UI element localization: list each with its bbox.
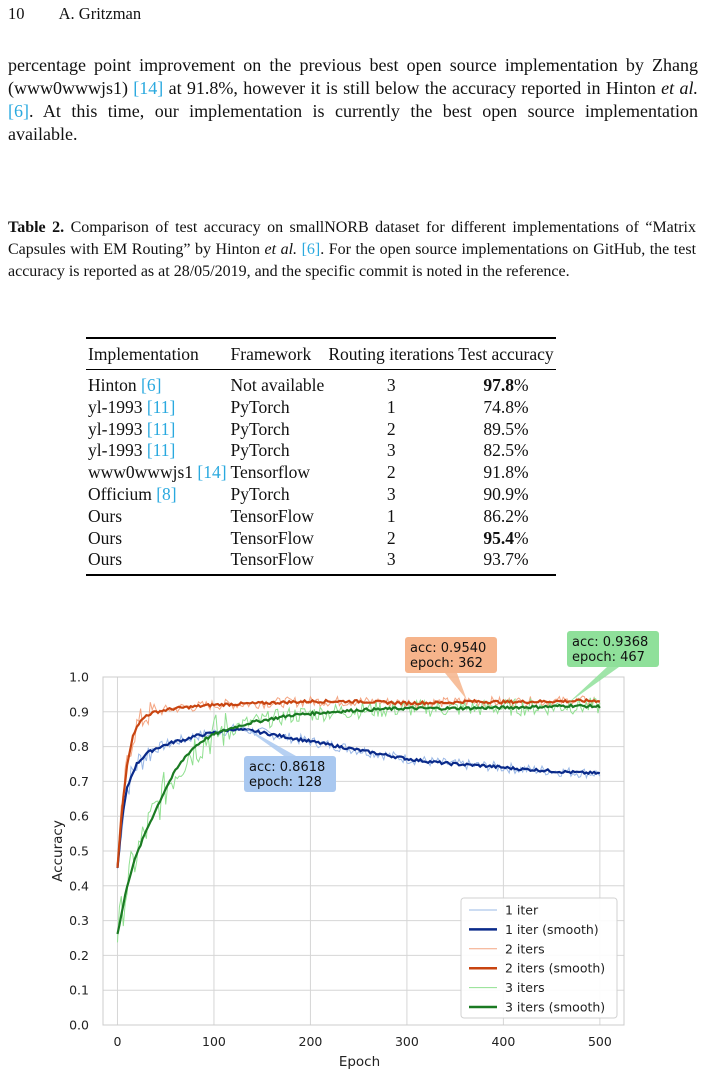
cell-implementation (86, 370, 229, 397)
cell-framework: Tensorflow (230, 462, 310, 483)
running-author: A. Gritzman (58, 4, 142, 23)
annotation-text: epoch: 128 (249, 775, 322, 790)
x-tick-label: 400 (491, 1034, 516, 1049)
citation-link[interactable]: [14] (197, 462, 227, 483)
impl-name: Hinton (88, 375, 141, 395)
cell-test-accuracy (456, 549, 555, 575)
cell-routing-iterations: 2 (386, 462, 396, 483)
cell-implementation (86, 462, 229, 484)
caption-italic: et al. (264, 241, 298, 258)
table-row (86, 370, 556, 397)
y-tick-label: 0.6 (69, 808, 89, 824)
cell-framework: PyTorch (230, 418, 290, 439)
cell-implementation (86, 484, 229, 506)
impl-name: yl-1993 (88, 418, 147, 439)
cell-test-accuracy (456, 528, 555, 550)
accuracy-percent: % (513, 527, 529, 548)
cell-test-accuracy (456, 462, 555, 484)
annotation-arrow (568, 667, 619, 703)
accuracy-value: 74.8 (483, 396, 514, 417)
table-row (86, 549, 556, 575)
annotation-text: acc: 0.9540 (410, 641, 487, 656)
x-axis-label: Epoch (338, 1054, 381, 1070)
accuracy-value: 90.9 (483, 483, 514, 504)
citation-link[interactable]: [11] (146, 440, 176, 461)
annotation-text: epoch: 467 (572, 650, 645, 665)
citation-link[interactable]: [8] (156, 483, 177, 504)
body-text-3: . At this time, our implementation is currently the best open source implementation available. (8, 101, 698, 144)
legend-label: 3 iters (505, 980, 545, 996)
x-tick-label: 300 (394, 1034, 419, 1049)
y-tick-label: 0.4 (69, 878, 89, 894)
accuracy-value: 91.8 (483, 462, 514, 483)
legend-label: 3 iters (smooth) (505, 999, 606, 1015)
annotation-text: epoch: 362 (410, 656, 483, 671)
cell-routing-iterations: 3 (386, 549, 396, 570)
cell-test-accuracy (456, 419, 555, 441)
x-tick-label: 0 (113, 1034, 122, 1049)
y-axis-label: Accuracy (50, 820, 66, 882)
impl-name: Ours (88, 505, 123, 526)
y-tick-label: 0.5 (69, 843, 89, 859)
accuracy-percent: % (513, 440, 529, 461)
table-row (86, 397, 556, 419)
x-tick-label: 500 (587, 1034, 612, 1049)
accuracy-percent: % (513, 396, 529, 417)
annotation-text: acc: 0.9368 (572, 635, 649, 650)
citation-link[interactable]: [11] (146, 396, 176, 417)
x-tick-label: 100 (202, 1034, 226, 1049)
cell-implementation (86, 506, 229, 528)
cell-implementation (86, 397, 229, 419)
accuracy-percent: % (513, 549, 529, 570)
cell-routing-iterations: 3 (386, 483, 396, 504)
body-text-1: percentage point improvement on the previous best open source implementation by Zhang (www0wwwjs1) (8, 55, 698, 98)
cell-test-accuracy (456, 440, 555, 462)
citation-link[interactable]: [6] (301, 241, 321, 258)
impl-name: www0wwwjs1 (88, 462, 198, 483)
citation-link[interactable]: [11] (146, 418, 176, 439)
impl-name: Officium (88, 483, 157, 504)
cell-routing-iterations: 3 (386, 440, 396, 461)
cell-routing-iterations: 2 (386, 527, 396, 548)
cell-framework: Not available (230, 375, 325, 395)
col-routing-iterations: Routing iterations (328, 344, 455, 364)
cell-implementation (86, 549, 229, 575)
cell-implementation (86, 440, 229, 462)
table-row (86, 440, 556, 462)
table-header-row (86, 338, 556, 370)
series-smooth-line (118, 729, 600, 868)
y-tick-label: 0.1 (69, 982, 89, 998)
accuracy-chart (0, 625, 704, 1075)
accuracy-value: 86.2 (483, 505, 514, 526)
cell-routing-iterations: 1 (386, 396, 396, 417)
cell-framework: PyTorch (230, 483, 290, 504)
table-row (86, 528, 556, 550)
accuracy-percent: % (513, 483, 529, 504)
y-tick-label: 1.0 (69, 669, 89, 685)
impl-name: Ours (88, 527, 123, 548)
cell-framework: TensorFlow (230, 527, 314, 548)
table-row (86, 419, 556, 441)
cell-framework: PyTorch (230, 396, 290, 417)
cell-routing-iterations: 1 (386, 505, 396, 526)
cell-test-accuracy (456, 484, 555, 506)
table-body (86, 370, 556, 576)
legend-label: 1 iter (smooth) (505, 921, 599, 937)
y-tick-label: 0.8 (69, 739, 89, 755)
cell-implementation (86, 419, 229, 441)
accuracy-percent: % (513, 375, 529, 395)
legend-label: 2 iters (smooth) (505, 960, 606, 976)
col-test-accuracy: Test accuracy (458, 344, 554, 364)
series-raw-line (118, 696, 600, 865)
annotation-arrow (241, 725, 296, 756)
cell-framework: PyTorch (230, 440, 290, 461)
series-smooth-line (118, 700, 600, 868)
body-text-2: at 91.8%, however it is still below the accuracy reported in Hinton (163, 78, 662, 98)
impl-name: Ours (88, 549, 123, 570)
accuracy-percent: % (513, 505, 529, 526)
caption-text-2: . For the open source implementations on GitHub, the test accuracy is reported as at 28/05/2019, and the specific commit is noted in the reference. (8, 241, 697, 280)
legend-label: 2 iters (505, 941, 545, 957)
table-caption (8, 217, 696, 283)
y-tick-label: 0.7 (69, 773, 89, 789)
page-header (8, 4, 141, 24)
caption-label: Table 2. (8, 219, 65, 236)
citation-link[interactable]: [6] (8, 101, 29, 121)
accuracy-percent: % (513, 462, 529, 483)
results-table (86, 337, 556, 576)
citation-link[interactable]: [14] (133, 78, 164, 98)
y-tick-label: 0.2 (69, 947, 89, 963)
x-tick-label: 200 (298, 1034, 323, 1049)
body-paragraph (8, 54, 698, 146)
citation-link[interactable]: [6] (141, 375, 162, 395)
cell-test-accuracy (456, 397, 555, 419)
cell-framework: TensorFlow (230, 505, 314, 526)
col-framework: Framework (230, 344, 312, 364)
accuracy-value: 89.5 (483, 418, 514, 439)
cell-implementation (86, 528, 229, 550)
accuracy-value: 93.7 (483, 549, 514, 570)
caption-text-1: Comparison of test accuracy on smallNORB dataset for different implementations of “Matrix Capsules with EM Routing” by Hinton (8, 219, 696, 258)
cell-routing-iterations: 3 (386, 375, 396, 395)
cell-framework: TensorFlow (230, 549, 314, 570)
table-row (86, 462, 556, 484)
page-number: 10 (8, 4, 25, 23)
y-tick-label: 0.0 (69, 1017, 89, 1033)
impl-name: yl-1993 (88, 396, 147, 417)
annotation-text: acc: 0.8618 (249, 760, 326, 775)
cell-test-accuracy (456, 506, 555, 528)
series-raw-line (118, 724, 600, 868)
table-row (86, 484, 556, 506)
y-tick-label: 0.9 (69, 704, 89, 720)
cell-test-accuracy (456, 370, 555, 397)
legend-label: 1 iter (505, 902, 539, 918)
col-implementation: Implementation (88, 344, 199, 364)
accuracy-value: 97.8 (483, 375, 514, 395)
impl-name: yl-1993 (88, 440, 147, 461)
cell-routing-iterations: 2 (386, 418, 396, 439)
y-tick-label: 0.3 (69, 913, 89, 929)
accuracy-value: 82.5 (483, 440, 514, 461)
body-italic: et al. (661, 78, 698, 98)
accuracy-percent: % (513, 418, 529, 439)
accuracy-value: 95.4 (483, 527, 514, 548)
table-row (86, 506, 556, 528)
